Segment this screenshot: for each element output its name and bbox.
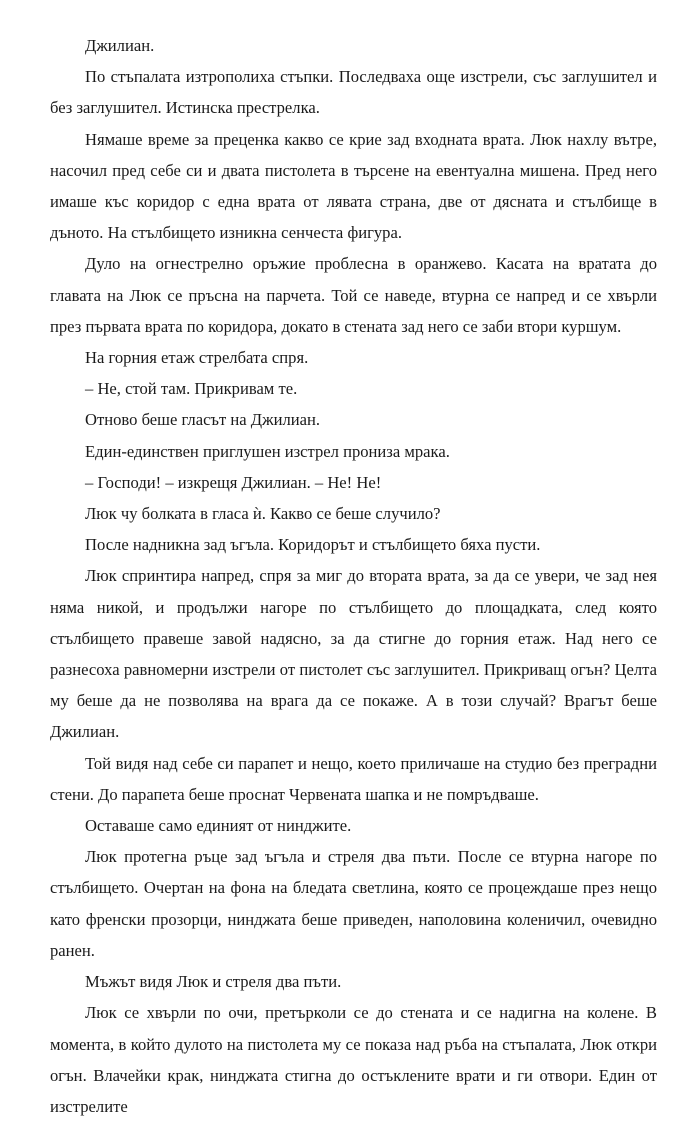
paragraph: Дуло на огнестрелно оръжие проблесна в оранжево. Касата на вратата до главата на Люк се пръсна на парчета. Той се наведе, втурна се напред и се хвърли през първата врата по коридора, докато в стената зад него се заби втори куршум. <box>50 254 657 336</box>
paragraph: На горния етаж стрелбата спря. <box>85 348 309 368</box>
paragraph: Мъжът видя Люк и стреля два пъти. <box>85 972 342 992</box>
paragraph: Един-единствен приглушен изстрел прониза мрака. <box>85 441 450 461</box>
paragraph: – Господи! – изкрещя Джилиан. – Не! Не! <box>85 472 382 492</box>
paragraph: Люк протегна ръце зад ъгъла и стреля два пъти. После се втурна нагоре по стълбището. Очертан на фона на бледата светлина, която се процеждаше през нещо като френски прозорци, нинджата беше приведен, наполовина коленичил, очевидно ранен. <box>50 847 657 960</box>
paragraph: По стъпалата изтрополиха стъпки. Последваха още изстрели, със заглушител и без заглушител. Истинска престрелка. <box>50 67 657 118</box>
paragraph: Отново беше гласът на Джилиан. <box>85 410 321 430</box>
paragraph: После надникна зад ъгъла. Коридорът и стълбището бяха пусти. <box>85 535 541 555</box>
paragraph: Люк спринтира напред, спря за миг до втората врата, за да се увери, че зад нея няма никой, и продължи нагоре по стълбището до площадката, след която стълбището правеше завой надясно, за да стигне до горния етаж. Над него се разнесоха равномерни изстрели от пистолет със заглушител. Прикриващ огън? Целта му беше да не позволява на врага да се покаже. А в този случай? Врагът беше Джилиан. <box>50 566 657 742</box>
paragraph: Нямаше време за преценка какво се крие зад входната врата. Люк нахлу вътре, насочил пред себе си и двата пистолета в търсене на евентуална мишена. Пред него имаше къс коридор с една врата от лявата страна, две от дясната и стълбище в дъното. На стълбището изникна сенчеста фигура. <box>50 129 657 243</box>
paragraph: Люк се хвърли по очи, претърколи се до стената и се надигна на колене. В момента, в който дулото на пистолета му се показа над ръба на стъпалата, Люк откри огън. Влачейки крак, нинджата стигна до остъклените врати и ги отвори. Един от изстрелите <box>50 1003 657 1116</box>
paragraph: Той видя над себе си парапет и нещо, което приличаше на студио без преградни стени. До парапета беше проснат Червената шапка и не помръдваше. <box>50 753 657 804</box>
paragraph: – Не, стой там. Прикривам те. <box>85 379 298 399</box>
paragraph: Люк чу болката в гласа ѝ. Какво се беше случило? <box>85 504 441 524</box>
paragraph: Оставаше само единият от нинджите. <box>85 816 352 836</box>
book-page <box>50 30 657 1122</box>
paragraph: Джилиан. <box>85 36 155 55</box>
